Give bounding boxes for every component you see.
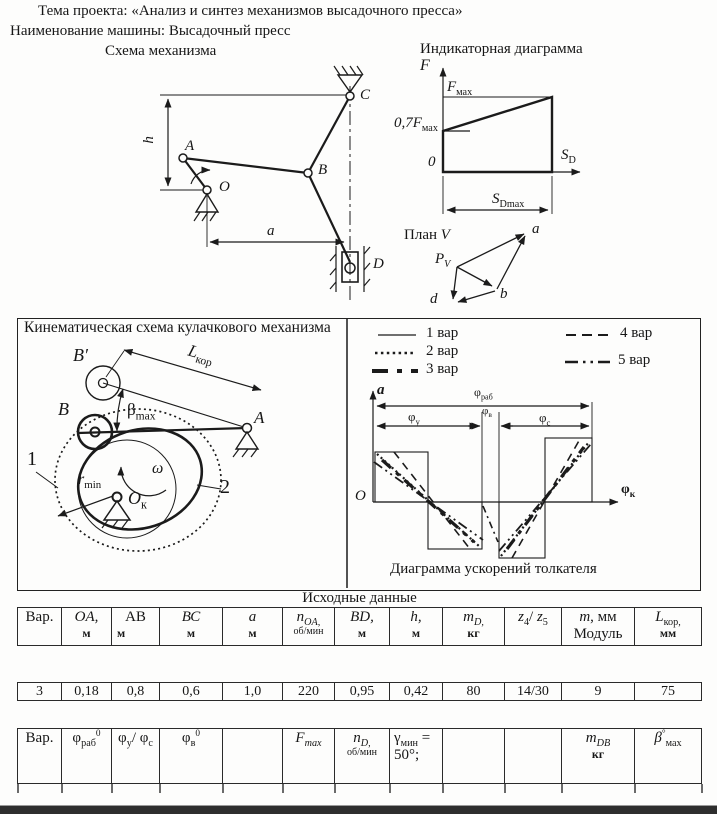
t2-col-nd: $n_{D,}$ об/мин — [335, 729, 390, 784]
t1-val-md: 80 — [443, 683, 505, 701]
t1-val-noa: 220 — [283, 683, 335, 701]
t1-val-module: 9 — [562, 683, 635, 701]
joint-label-o: O — [219, 179, 230, 195]
dim-label-a: a — [267, 223, 275, 239]
cam-center-label: $O_к$ — [128, 488, 147, 512]
t1-col-bc: ВС м — [160, 608, 223, 646]
legend-item-1: 1 вар — [426, 325, 459, 341]
legend-item-3: 3 вар — [426, 361, 459, 377]
t1-val-h: 0,42 — [390, 683, 443, 701]
t1-col-var: Вар. — [18, 608, 62, 646]
accel-axis-label: a — [377, 382, 385, 398]
mechanism-drawing — [160, 66, 370, 300]
t1-val-z45: 14/30 — [505, 683, 562, 701]
omega-label: ω — [152, 460, 164, 477]
legend-item-2: 2 вар — [426, 343, 459, 359]
plan-point-b: b — [500, 286, 508, 302]
t1-col-md: $m_{D,}$ кг — [443, 608, 505, 646]
phi-v-label: $\varphi_в$ — [482, 405, 492, 420]
f07max-label: $0,7F_{мах}$ — [394, 115, 438, 134]
cam-label-a: A — [254, 408, 265, 427]
cam-section-title: Кинематическая схема кулачкового механизма — [24, 319, 331, 336]
t1-val-bc: 0,6 — [160, 683, 223, 701]
part-number-1: 1 — [27, 448, 37, 470]
part-number-2: 2 — [220, 476, 230, 498]
project-theme-line: Тема проекта: «Анализ и синтез механизмов высадочного пресса» — [38, 3, 463, 19]
beta-max-label: $\beta_{max}$ — [127, 400, 156, 423]
sdmax-label: $S_{Dmax}$ — [492, 191, 525, 210]
t2-col-beta: $\beta^\circ_{мах}$ — [635, 729, 702, 784]
t2-col-fmax: $F_{max}$ — [283, 729, 335, 784]
cam-label-b: B — [58, 399, 69, 419]
t2-col-empty3 — [505, 729, 562, 784]
sd-axis-label: $S_D$ — [561, 147, 576, 166]
input-data-value-row — [17, 682, 702, 701]
plan-point-d: d — [430, 291, 438, 307]
t1-col-h: h, м — [390, 608, 443, 646]
t2-col-phirab: $\varphi_{раб}^0$ — [62, 729, 112, 784]
cam-label-b-prime: B′ — [73, 345, 88, 365]
joint-label-d: D — [373, 256, 384, 272]
t1-col-a: a м — [223, 608, 283, 646]
accel-caption: Диаграмма ускорений толкателя — [390, 561, 597, 577]
cam-section-box — [17, 318, 701, 591]
table2-row-stubs — [18, 784, 702, 793]
joint-label-a: A — [185, 138, 195, 154]
t1-val-bd: 0,95 — [335, 683, 390, 701]
phi-u-label: $\varphi_у$ — [408, 409, 420, 427]
velocity-plan-title: План V — [404, 227, 450, 243]
cam-data-header-table — [17, 728, 702, 784]
t2-col-mdb: $m_{DB}$ кг — [562, 729, 635, 784]
origin-label: 0 — [428, 154, 436, 170]
machine-name-line: Наименование машины: Высадочный пресс — [10, 23, 291, 39]
dim-label-h: h — [140, 136, 157, 144]
t1-col-oa: OA, м — [62, 608, 112, 646]
t1-col-bd: BD, м — [335, 608, 390, 646]
t1-val-a: 1,0 — [223, 683, 283, 701]
t2-col-empty2 — [443, 729, 505, 784]
scan-edge-bar — [0, 805, 717, 814]
legend-item-5: 5 вар — [618, 352, 651, 368]
joint-label-b: B — [318, 162, 328, 178]
t2-col-empty1 — [223, 729, 283, 784]
t1-val-ab: 0,8 — [112, 683, 160, 701]
phi-rab-label: $\varphi_{раб}$ — [474, 385, 493, 402]
lkor-dim-label: $L_{кор}$ — [185, 340, 214, 370]
t1-val-lkor: 75 — [635, 683, 702, 701]
t2-col-phius: $\varphi_у/$ $\varphi_с$ — [112, 729, 160, 784]
t1-col-module: m, мм Модуль — [562, 608, 635, 646]
joint-label-c: C — [360, 87, 371, 103]
t2-col-gamma: $\gamma_{мин}$ = 50°; — [390, 729, 443, 784]
t1-col-ab: АВ м — [112, 608, 160, 646]
fmax-label: $F_{мах}$ — [447, 79, 473, 98]
t1-val-var: 3 — [18, 683, 62, 701]
t2-col-phiv: $\varphi_в^0$ — [160, 729, 223, 784]
table-title: Исходные данные — [302, 590, 417, 606]
velocity-plan-drawing — [453, 234, 525, 302]
plan-point-a: a — [532, 221, 540, 237]
rmin-label: $r_{min}$ — [78, 471, 102, 492]
force-axis-label: F — [420, 57, 430, 74]
accel-origin-label: O — [355, 488, 366, 504]
indicator-caption: Индикаторная диаграмма — [420, 41, 583, 57]
phi-k-axis-label: $\varphi_к$ — [621, 482, 636, 500]
t1-col-z45: $z_4/$ $z_5$ — [505, 608, 562, 646]
scheme-caption: Схема механизма — [105, 43, 217, 59]
input-data-header-table — [17, 607, 702, 646]
t1-col-lkor: $L_{кор,}$ мм — [635, 608, 702, 646]
t1-val-oa: 0,18 — [62, 683, 112, 701]
t2-col-var: Вар. — [18, 729, 62, 784]
pole-label: $P_V$ — [435, 251, 451, 270]
phi-s-label: $\varphi_с$ — [539, 410, 551, 428]
legend-item-4: 4 вар — [620, 325, 653, 341]
t1-col-noa: $n_{OA,}$ об/мин — [283, 608, 335, 646]
